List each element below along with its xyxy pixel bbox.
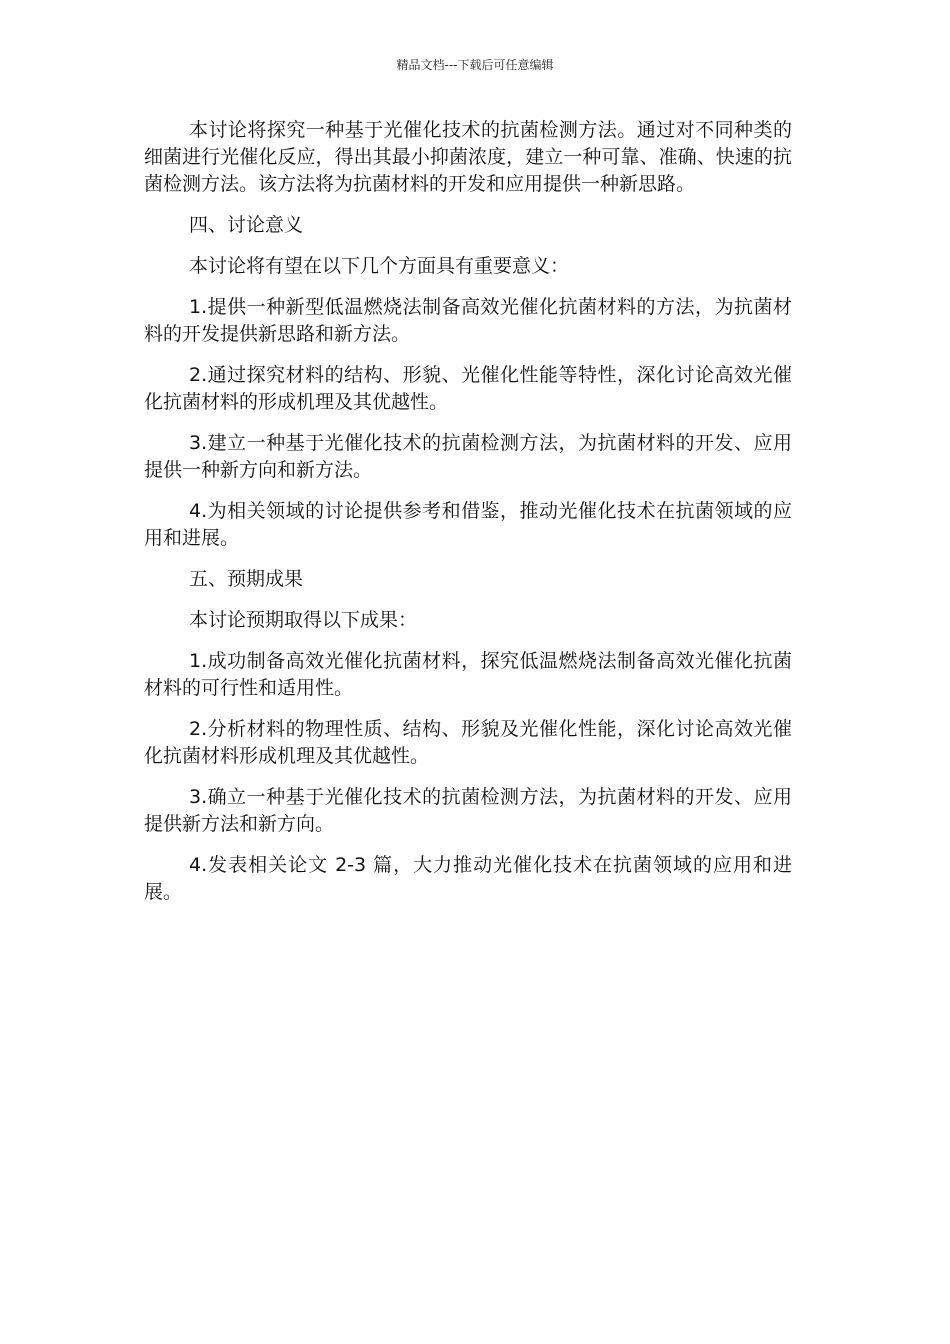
significance-item-1: 1.提供一种新型低温燃烧法制备高效光催化抗菌材料的方法，为抗菌材料的开发提供新思路和新方法。 [144,296,792,345]
results-item-3: 3.确立一种基于光催化技术的抗菌检测方法，为抗菌材料的开发、应用提供新方法和新方向。 [144,786,792,835]
paragraph-results-intro: 本讨论预期取得以下成果： [189,609,418,631]
document-body [144,117,792,920]
significance-item-2: 2.通过探究材料的结构、形貌、光催化性能等特性，深化讨论高效光催化抗菌材料的形成机理及其优越性。 [144,364,792,413]
paragraph-significance-intro: 本讨论将有望在以下几个方面具有重要意义： [189,255,570,277]
significance-item-4: 4.为相关领域的讨论提供参考和借鉴，推动光催化技术在抗菌领域的应用和进展。 [144,500,792,549]
results-item-4: 4.发表相关论文 2-3 篇，大力推动光催化技术在抗菌领域的应用和进展。 [144,854,792,903]
results-item-2: 2.分析材料的物理性质、结构、形貌及光催化性能，深化讨论高效光催化抗菌材料形成机理及其优越性。 [144,718,792,767]
page-header: 精品文档---下载后可任意编辑 [396,58,554,72]
significance-item-3: 3.建立一种基于光催化技术的抗菌检测方法，为抗菌材料的开发、应用提供一种新方向和新方法。 [144,432,792,481]
paragraph-intro: 本讨论将探究一种基于光催化技术的抗菌检测方法。通过对不同种类的细菌进行光催化反应，得出其最小抑菌浓度，建立一种可靠、准确、快速的抗菌检测方法。该方法将为抗菌材料的开发和应用提供一种新思路。 [144,119,792,195]
section-heading-expected-results: 五、预期成果 [189,568,304,590]
section-heading-significance: 四、讨论意义 [189,214,304,236]
results-item-1: 1.成功制备高效光催化抗菌材料，探究低温燃烧法制备高效光催化抗菌材料的可行性和适用性。 [144,650,792,699]
